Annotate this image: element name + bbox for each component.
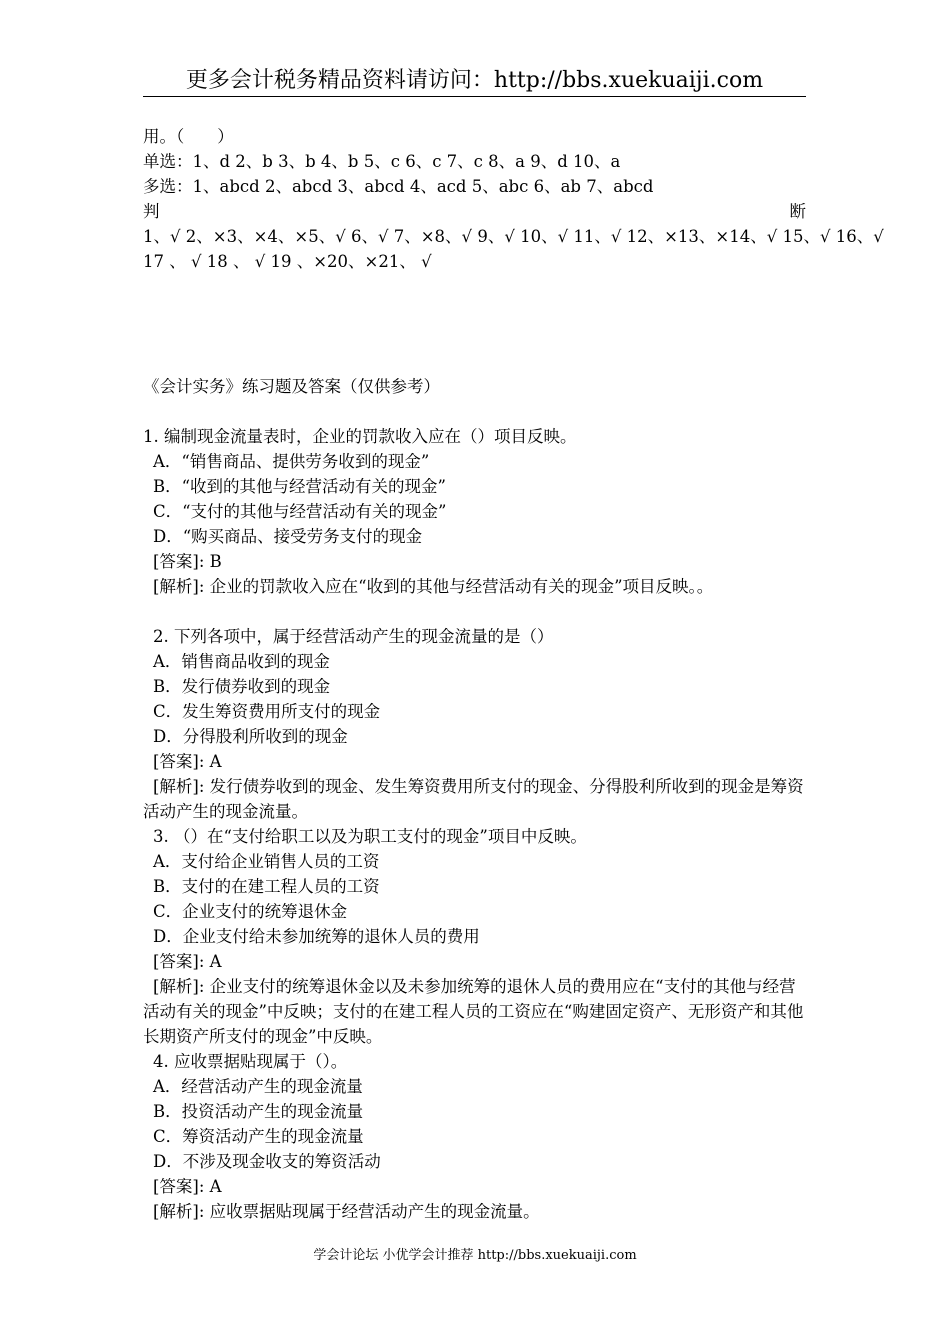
question-option: B．“收到的其他与经营活动有关的现金” <box>153 477 446 496</box>
question-answer: [答案]: A <box>153 752 222 771</box>
question-option: D．不涉及现金收支的筹资活动 <box>153 1152 381 1171</box>
question-option: A．销售商品收到的现金 <box>153 652 330 671</box>
judge-right-char: 断 <box>789 202 806 221</box>
single-choice-answers: 单选：1、d 2、b 3、b 4、b 5、c 6、c 7、c 8、a 9、d 10、a <box>143 152 621 171</box>
question-stem: 2. 下列各项中，属于经营活动产生的现金流量的是（） <box>153 627 554 646</box>
spacer <box>143 599 811 624</box>
question-block <box>143 1049 811 1224</box>
document-body <box>143 124 884 1224</box>
section-title: 《会计实务》练习题及答案（仅供参考） <box>143 377 440 396</box>
question-stem: 3. （）在“支付给职工以及为职工支付的现金”项目中反映。 <box>153 827 587 846</box>
question-block <box>143 424 811 599</box>
judge-heading-row <box>143 199 806 224</box>
question-option: B．发行债券收到的现金 <box>153 677 331 696</box>
question-option: C．发生筹资费用所支付的现金 <box>153 702 381 721</box>
question-option: C．“支付的其他与经营活动有关的现金” <box>153 502 447 521</box>
question-option: D．企业支付给未参加统筹的退休人员的费用 <box>153 927 480 946</box>
question-option: A．“销售商品、提供劳务收到的现金” <box>153 452 430 471</box>
question-option: D．“购买商品、接受劳务支付的现金 <box>153 527 423 546</box>
judge-left-char: 判 <box>143 202 160 221</box>
question-analysis: [解析]: 发行债券收到的现金、发生筹资费用所支付的现金、分得股利所收到的现金是筹资活动产生的现金流量。 <box>143 777 804 821</box>
page-footer: 学会计论坛 小优学会计推荐 http://bbs.xuekuaiji.com <box>313 1248 637 1263</box>
question-stem: 1. 编制现金流量表时，企业的罚款收入应在（）项目反映。 <box>143 427 577 446</box>
spacer <box>143 399 811 424</box>
question-option: C．企业支付的统筹退休金 <box>153 902 348 921</box>
top-line-1: 用。（ ） <box>143 127 234 146</box>
question-analysis: [解析]: 企业支付的统筹退休金以及未参加统筹的退休人员的费用应在“支付的其他与经营活动有关的现金”中反映；支付的在建工程人员的工资应在“购建固定资产、无形资产和其他长期资产所支付的现金”中反映。 <box>143 977 804 1046</box>
question-option: A．支付给企业销售人员的工资 <box>153 852 380 871</box>
question-analysis: [解析]: 企业的罚款收入应在“收到的其他与经营活动有关的现金”项目反映。。 <box>153 577 714 596</box>
question-option: B．投资活动产生的现金流量 <box>153 1102 364 1121</box>
question-block <box>143 624 811 824</box>
spacer <box>143 274 811 374</box>
question-answer: [答案]: B <box>153 552 222 571</box>
judge-answers-line-2: 17 、 √ 18 、 √ 19 、×20、×21、 √ <box>143 252 432 271</box>
question-stem: 4. 应收票据贴现属于（）。 <box>153 1052 348 1071</box>
judge-answers-line-1: 1、√ 2、×3、×4、×5、√ 6、√ 7、×8、√ 9、√ 10、√ 11、√ 12、×13、×14、√ 15、√ 16、√ <box>143 227 884 246</box>
question-answer: [答案]: A <box>153 1177 222 1196</box>
question-option: D．分得股利所收到的现金 <box>153 727 348 746</box>
multi-choice-answers: 多选：1、abcd 2、abcd 3、abcd 4、acd 5、abc 6、ab 7、abcd <box>143 177 654 196</box>
question-option: B．支付的在建工程人员的工资 <box>153 877 380 896</box>
page-header-title: 更多会计税务精品资料请访问：http://bbs.xuekuaiji.com <box>143 66 806 97</box>
question-option: A．经营活动产生的现金流量 <box>153 1077 363 1096</box>
question-block <box>143 824 811 1049</box>
question-option: C．筹资活动产生的现金流量 <box>153 1127 364 1146</box>
question-analysis: [解析]: 应收票据贴现属于经营活动产生的现金流量。 <box>153 1202 540 1221</box>
question-answer: [答案]: A <box>153 952 222 971</box>
